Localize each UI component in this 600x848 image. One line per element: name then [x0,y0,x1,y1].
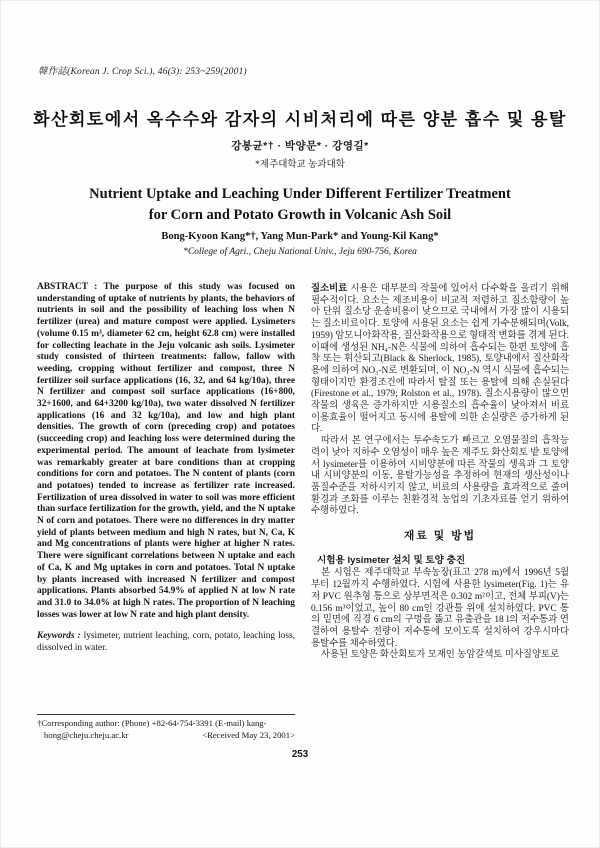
section-heading-materials-methods: 재료 및 방법 [403,530,477,543]
journal-citation: 韓作誌(Korean J. Crop Sci.), 46(3): 253~259(2001) [38,67,247,77]
footnote-line2 [37,730,295,742]
intro-paragraph-1 [311,282,569,436]
intro-paragraph-1-text: 시용은 대부분의 작물에 있어서 다수확을 올리기 위해 필수적이다. 요소는 제조비용이 비교적 저렴하고 질소함량이 높아 단위 질소당 운송비용이 낮으므로 국내에서 가장 많이 시용되는 질소비료이다. 토양에 시용된 요소는 쉽게 가수분해되며(Volk, 1959) 암모니아화작용, 질산화작용으로 형태적 변화를 겪게 된다. 이때에 생성된 NH₄-N은 식물에 의하여 흡수되는 한편 토양에 흡착 또는 휘산되고(Black & Sherlock, 1985), 토양내에서 질산화작용에 의하여 NO₃-N로 변환되며, 이 NO₃-N 역시 식물에 흡수되는 형태이지만 환경조건에 따라서 탈질 또는 용탈에 의해 손실된다(Firestone et al., 1979; Rolston et al., 1978). 질소시용량이 많으면 작물의 생육은 증가하지만 시용질소의 흡수율이 낮아져서 비료 이용효율이 떨어지고 동시에 용탈에 의한 손실량은 증가하게 된다. [311,284,569,435]
received-date: <Received May 23, 2001> [202,729,295,740]
abstract-label: ABSTRACT : [37,282,98,292]
footnote-line1: †Corresponding author: (Phone) +82-64-754-3391 (E-mail) kang- [37,718,267,728]
affiliation-english: *College of Agri., Cheju National Univ., Jeju 690-756, Korea [183,247,417,257]
author-list-korean: 강봉균*† · 박양문* · 강영길* [231,140,369,152]
left-column [37,282,295,741]
right-column [311,282,569,741]
two-column-body [37,282,569,741]
paper-title-korean: 화산회토에서 옥수수와 감자의 시비처리에 따른 양분 흡수 및 용탈 [33,110,567,129]
abstract-body: The purpose of this study was focused on understanding of uptake of nutrients by plants, the behaviors of nutrients in soil and the possibility of leaching loss when N fertilizer (urea) and mature compost were applied. Lysimeters (volume 0.15 m³, diameter 62 cm, height 62.8 cm) were installed for collecting leachate in the Jeju volcanic ash soils. Lysimeter study consisted of thirteen treatments: fallow, fallow with weeding, cropping without fertilizer and compost, three N fertilizer soil surface applications (16, 32, and 64 kg/10a), three N fertilizer and compost soil surface applications (16+800, 32+1600, and 64+3200 kg/10a), two water dissolved N fertilizer applications (16 and 32 kg/10a), and low and high plant densities. The growth of corn (preceding crop) and potatoes (succeeding crop) and leaching loss were determined during the experimental period. The amount of leachate from lysimeter was remarkably greater at bare conditions than at cropping conditions for corn and potatoes. The N content of plants (corn and potatoes) tended to increase as fertilizer rate increased. Fertilization of urea dissolved in water to soil was more efficient than surface fertilization for the growth, yield, and the N uptake N of corn and potatoes. There were no differences in dry matter yield of plants between medium and high N rates, but N, Ca, K and Mg concentrations of plants were higher at higher N rates. There were significant correlations between N uptake and each of Ca, K and Mg uptakes in corn and potatoes. Total N uptake by plants increased with increased N fertilizer and compost applications. Plants absorbed 54.9% of applied N at low N rate and 31.0 to 34.0% at high N rates. The proportion of N leaching losses was lower at low N rate and high plant density. [37,282,295,620]
paper-title-english [1,184,599,226]
page-number: 253 [291,749,309,760]
abstract-paragraph [37,282,295,621]
paper-title-english-line1: Nutrient Uptake and Leaching Under Different Fertilizer Treatment [89,186,511,202]
intro-lead-word: 질소비료 [311,282,348,293]
keywords-label: Keywords : [37,631,81,642]
corresponding-email: bong@cheju.cheju.ac.kr [44,729,129,740]
paper-title-english-line2: for Corn and Potato Growth in Volcanic Ash Soil [148,207,452,223]
keywords-text: lysimeter, nutrient leaching, corn, potato, leaching loss, dissolved in water. [37,631,296,654]
intro-paragraph-2: 따라서 본 연구에서는 투수속도가 빠르고 오염물질의 흡착능력이 낮아 지하수 오염성이 매우 높은 제주도 화산회토 밭 토양에서 lysimeter를 이용하여 시비양분에 따른 작물의 생육과 그 토양내 시비양분의 이동, 용탈가능성을 추정하여 현재의 생산성이나 품질수준을 저하시키지 않고, 비료의 사용량을 효과적으로 줄여 환경과 조화를 이루는 친환경적 농업의 기초자료를 얻기 위하여 수행하였다. [311,436,569,517]
methods-paragraph-2: 사용된 토양은 화산회토가 모재인 농암갈색토 미사질양토로 [321,650,560,661]
author-list-english: Bong-Kyoon Kang*†, Yang Mun-Park* and Young-Kil Kang* [161,231,439,242]
affiliation-korean: *제주대학교 농과대학 [255,160,345,170]
corresponding-author-footnote [37,714,295,741]
methods-paragraph-1: 본 시험은 제주대학교 부속농장(표고 278 m)에서 1996년 5월부터 12월까지 수행하였다. 시험에 사용한 lysimeter(Fig. 1)는 유저 PVC 원추형 통으로 상부면적은 0.302 m²이고, 전체 부피(V)는 0.156 m³이었고, 높이 80 cm인 강관틀 위에 설치하였다. PVC 통의 밑면에 직경 6 cm의 구멍을 뚫고 유출관을 18 l의 저수통과 연결하여 용탈수 전량이 저수통에 모이도록 설치하여 강우시마다 용탈수를 채수하였다. [311,568,569,649]
subsection-heading-lysimeter-setup: 시험용 lysimeter 설치 및 토양 충진 [317,554,466,566]
keywords-paragraph [37,631,295,654]
